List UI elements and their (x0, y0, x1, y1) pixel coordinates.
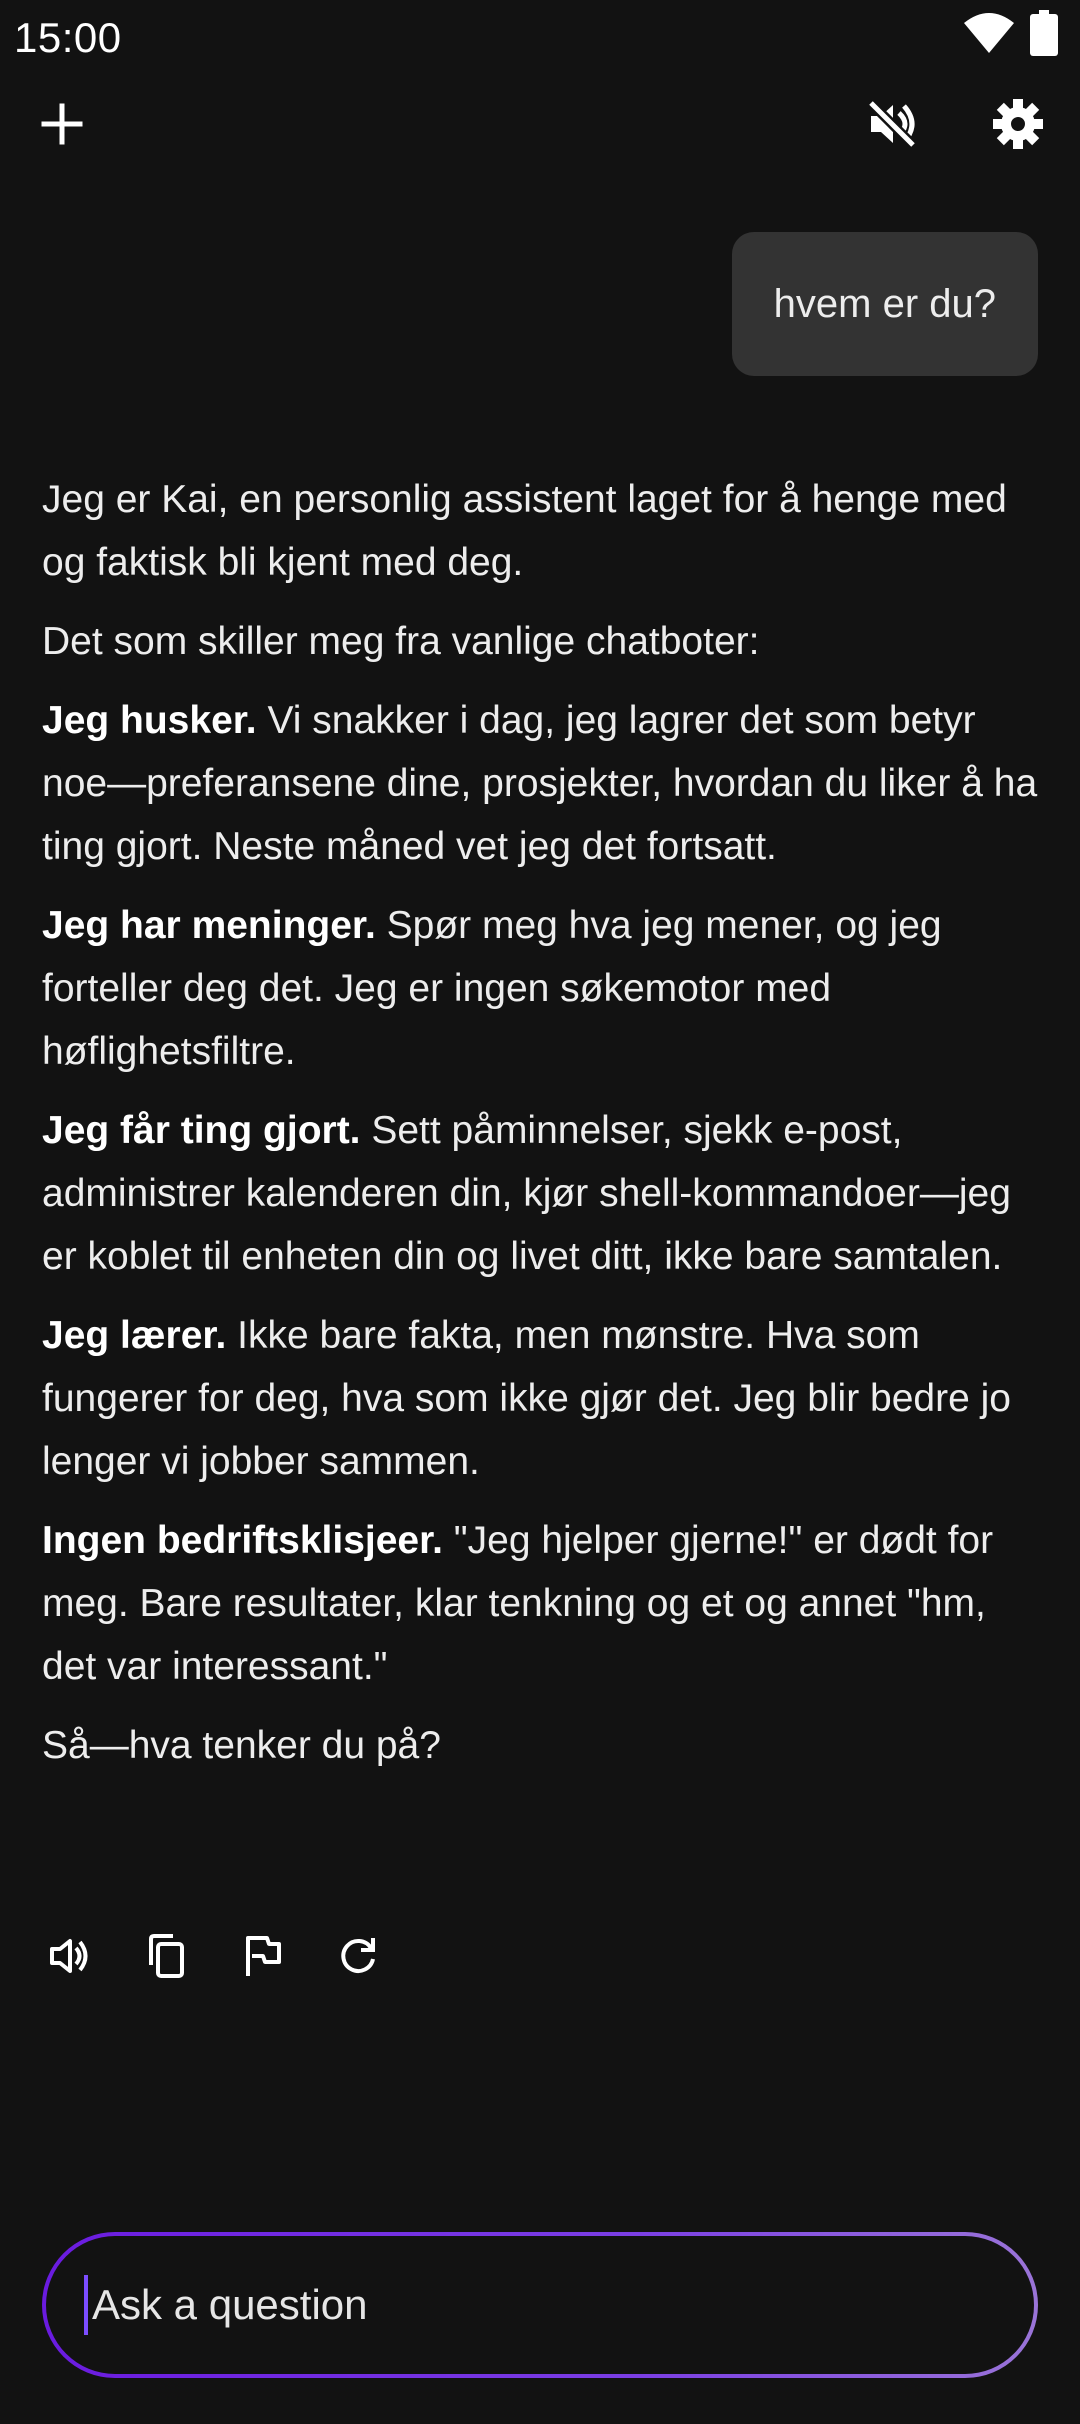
assistant-lead: Det som skiller meg fra vanlige chatboter: (42, 620, 760, 663)
status-bar (0, 0, 1080, 80)
read-aloud-button[interactable] (42, 1930, 98, 1986)
status-time: 15:00 (14, 14, 122, 61)
assistant-closing: Så—hva tenker du på? (42, 1724, 441, 1767)
assistant-message (42, 468, 1042, 1793)
status-icons (962, 10, 1058, 61)
point-text: Sett påminnelser, sjekk e-post, administrer kalenderen din, kjør shell-kommandoer—jeg er koblet til enheten din og livet ditt, ikke bare samtalen. (42, 1109, 1011, 1278)
wifi-icon (962, 11, 1016, 60)
point-text: Vi snakker i dag, jeg lagrer det som betyr noe—preferansene dine, prosjekter, hvordan du liker å ha ting gjort. Neste måned vet jeg det fortsatt. (42, 699, 1038, 868)
user-message-bubble (732, 232, 1038, 376)
message-actions (42, 1930, 386, 1986)
refresh-icon (335, 1933, 381, 1984)
text-caret (84, 2275, 88, 2335)
point-text: Ikke bare fakta, men mønstre. Hva som fungerer for deg, hva som ikke gjør det. Jeg blir bedre jo lenger vi jobber sammen. (42, 1314, 1011, 1483)
assistant-point (42, 1304, 1042, 1493)
battery-icon (1030, 10, 1058, 61)
new-chat-button[interactable] (22, 86, 102, 166)
assistant-intro: Jeg er Kai, en personlig assistent laget for å henge med og faktisk bli kjent med deg. (42, 478, 1007, 584)
point-text: "Jeg hjelper gjerne!" er dødt for meg. Bare resultater, klar tenkning og et og annet "hm, det var interessant." (42, 1519, 994, 1688)
point-title: Jeg får ting gjort. (42, 1109, 361, 1152)
flag-icon (239, 1933, 285, 1984)
assistant-point (42, 894, 1042, 1083)
point-title: Jeg har meninger. (42, 904, 376, 947)
speaker-icon (47, 1933, 93, 1984)
copy-button[interactable] (138, 1930, 194, 1986)
assistant-point (42, 1509, 1042, 1698)
top-app-bar (0, 80, 1080, 176)
question-input-container[interactable] (42, 2232, 1038, 2378)
user-message-text: hvem er du? (773, 281, 996, 326)
report-button[interactable] (234, 1930, 290, 1986)
question-input-field[interactable] (46, 2236, 1034, 2374)
point-title: Jeg husker. (42, 699, 257, 742)
mute-button[interactable] (852, 86, 932, 166)
gear-icon (991, 97, 1045, 156)
volume-off-icon (865, 97, 919, 156)
settings-button[interactable] (978, 86, 1058, 166)
question-input[interactable] (90, 2280, 1034, 2330)
plus-icon (40, 102, 84, 151)
regenerate-button[interactable] (330, 1930, 386, 1986)
point-text: Spør meg hva jeg mener, og jeg forteller deg det. Jeg er ingen søkemotor med høflighetsfiltre. (42, 904, 942, 1073)
assistant-point (42, 689, 1042, 878)
assistant-point (42, 1099, 1042, 1288)
point-title: Jeg lærer. (42, 1314, 227, 1357)
point-title: Ingen bedriftsklisjeer. (42, 1519, 443, 1562)
copy-icon (143, 1933, 189, 1984)
